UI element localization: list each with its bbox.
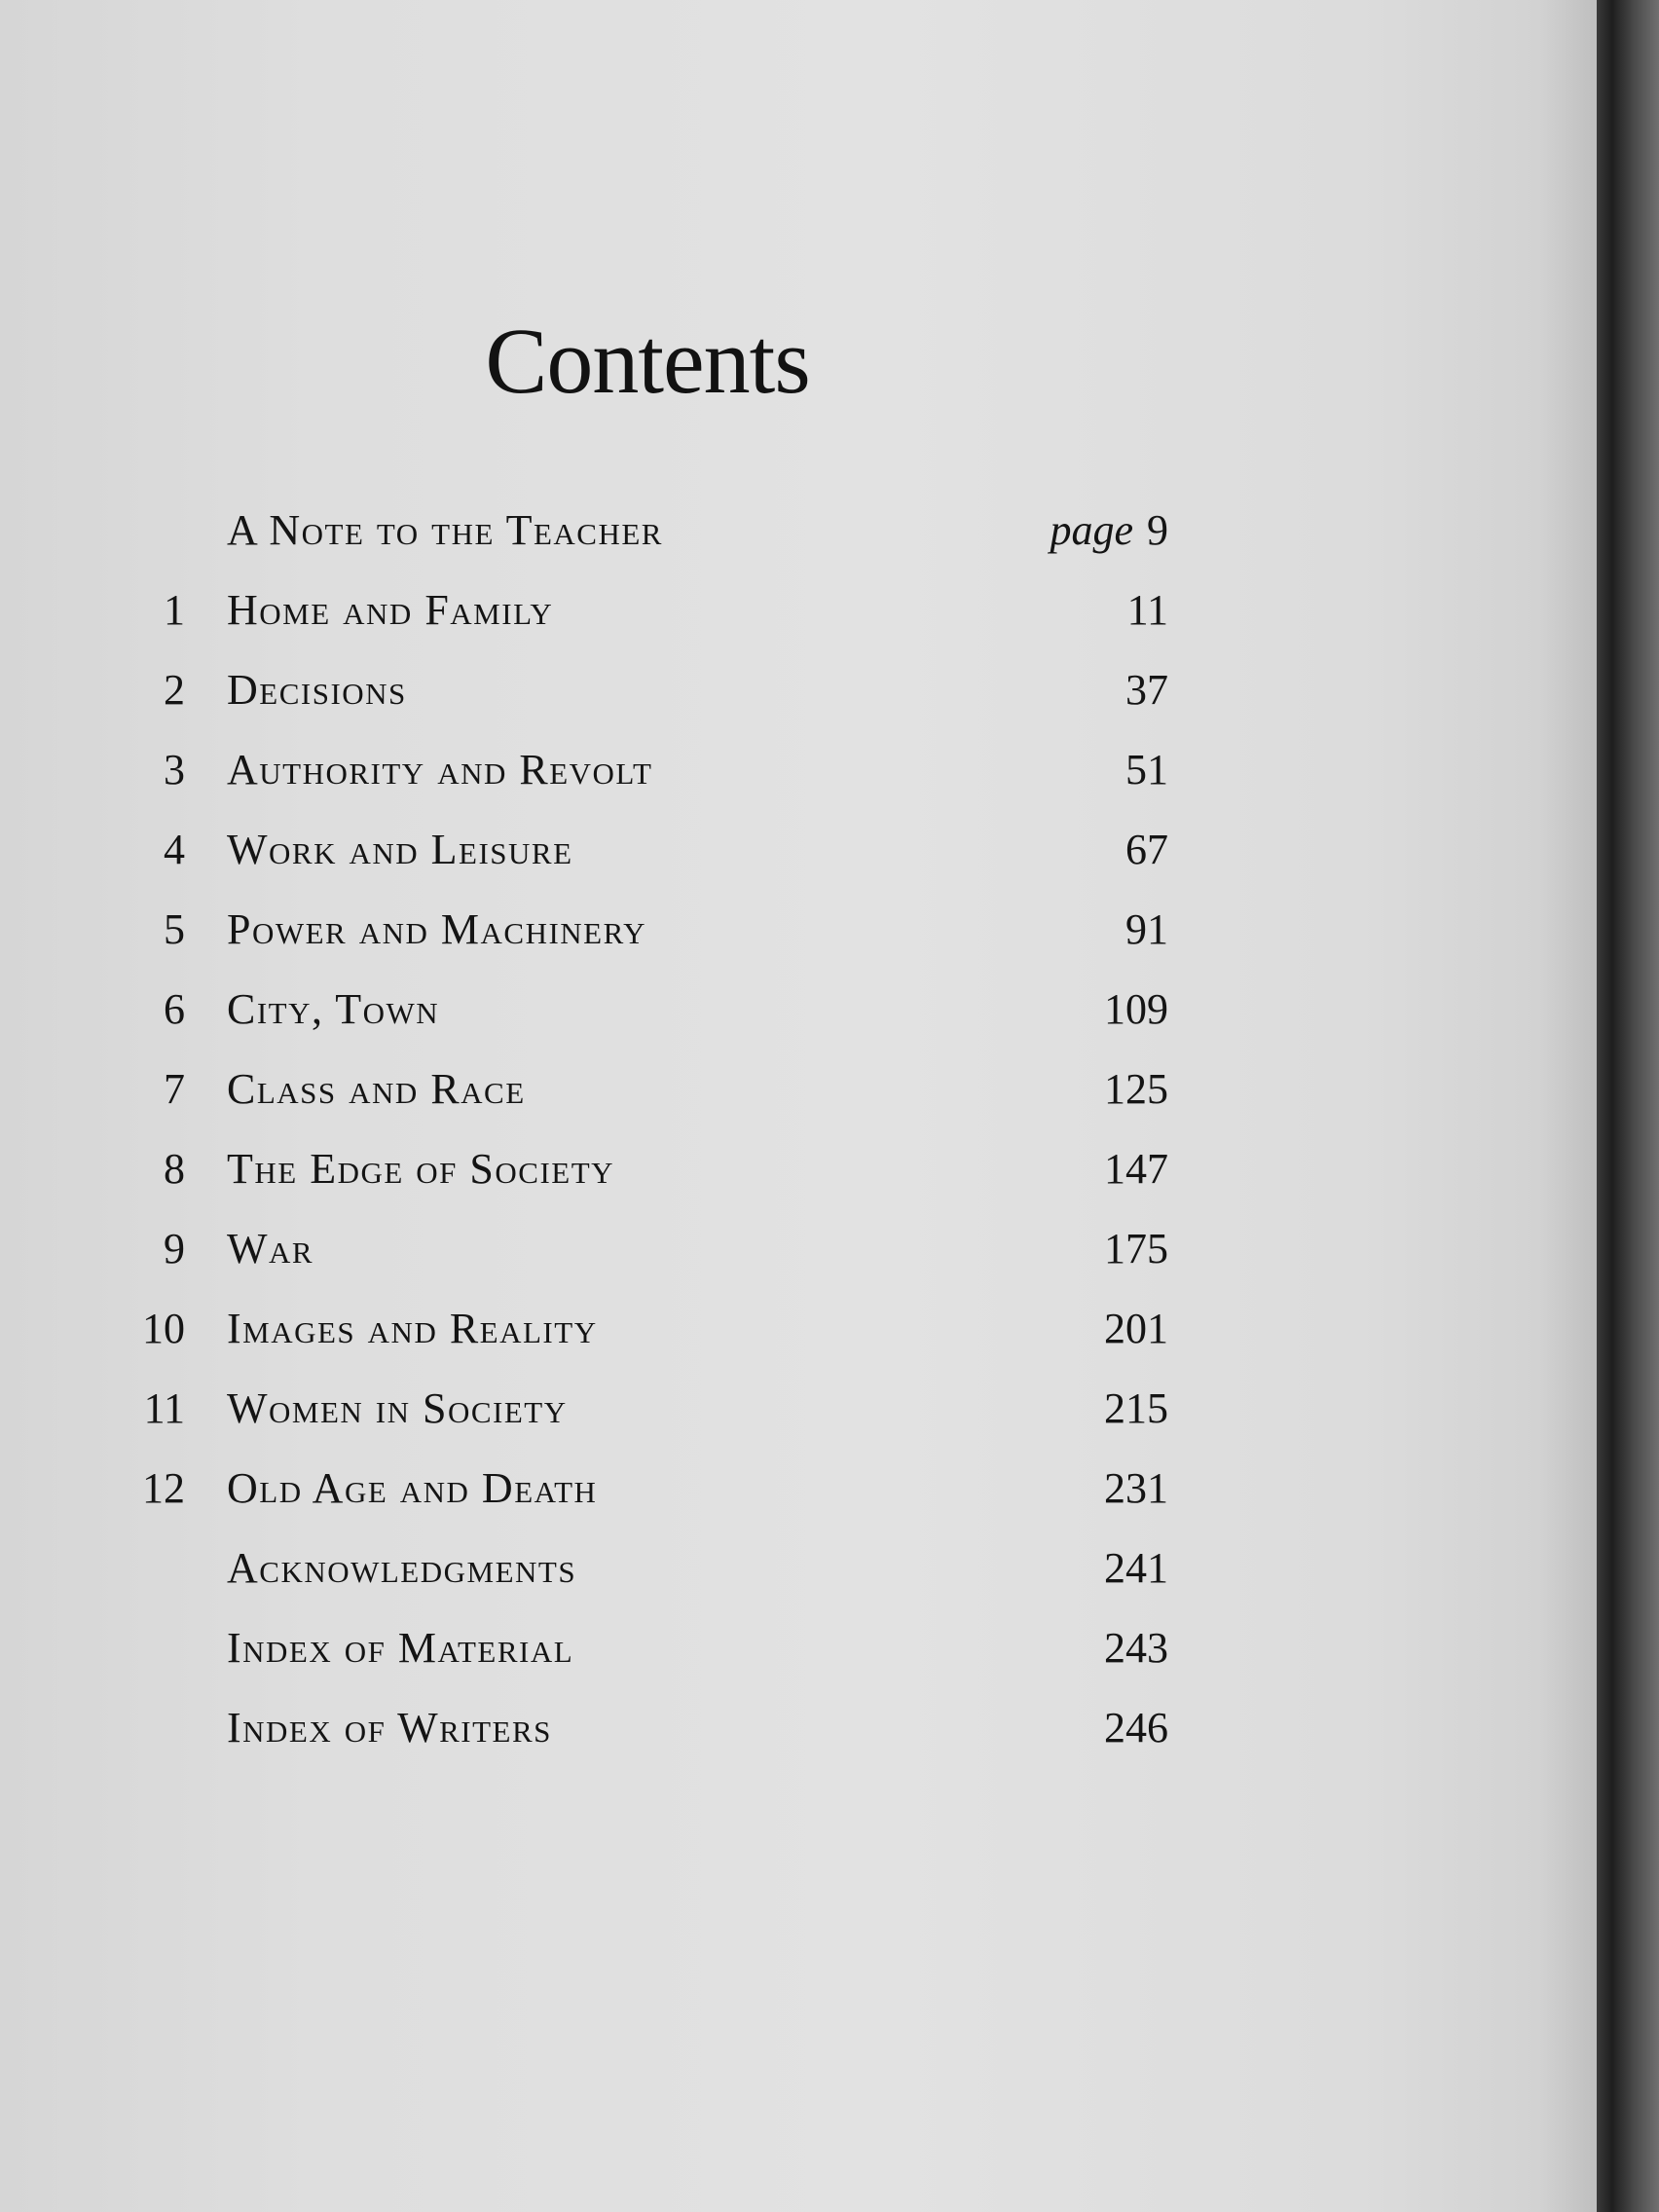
page-number: [1125, 901, 1168, 959]
page-value: 67: [1125, 826, 1168, 873]
chapter-title: Class and Race: [227, 1065, 526, 1113]
page-number: [1127, 581, 1168, 640]
toc-entry: [0, 901, 1597, 978]
page-number: [1125, 821, 1168, 879]
page-title: Contents: [485, 309, 810, 413]
table-of-contents: [0, 501, 1597, 1864]
chapter-title: Acknowledgments: [227, 1544, 577, 1592]
page-number: [1104, 1459, 1168, 1518]
page-number: [1104, 1380, 1168, 1438]
chapter-title: Authority and Revolt: [227, 746, 653, 793]
chapter-number: 7: [164, 1065, 185, 1113]
toc-entry: [0, 1060, 1597, 1138]
page-number: [1104, 1060, 1168, 1119]
chapter-title: The Edge of Society: [227, 1145, 615, 1193]
toc-entry: [0, 581, 1597, 659]
chapter-number: 1: [164, 586, 185, 634]
page-number: [1104, 1140, 1168, 1198]
toc-entry: [0, 1140, 1597, 1218]
chapter-number: 6: [164, 985, 185, 1033]
page-value: 241: [1104, 1544, 1168, 1592]
chapter-number: 11: [143, 1384, 185, 1432]
chapter-title: War: [227, 1225, 314, 1272]
chapter-title: Home and Family: [227, 586, 554, 634]
page-value: 243: [1104, 1624, 1168, 1672]
page-value: 175: [1104, 1225, 1168, 1272]
book-edge: [1597, 0, 1659, 2212]
toc-entry: [0, 1380, 1597, 1457]
toc-entry: [0, 1220, 1597, 1298]
page-number: [1125, 661, 1168, 719]
page-value: 109: [1104, 985, 1168, 1033]
chapter-number: 9: [164, 1225, 185, 1272]
page-value: 147: [1104, 1145, 1168, 1193]
page-number: [1050, 501, 1168, 560]
chapter-number: 8: [164, 1145, 185, 1193]
page-value: 51: [1125, 746, 1168, 793]
toc-entry: [0, 1539, 1597, 1617]
page-number: [1104, 1619, 1168, 1677]
page-number: [1104, 980, 1168, 1039]
toc-entry: [0, 821, 1597, 899]
chapter-number: 2: [164, 666, 185, 714]
toc-entry: [0, 980, 1597, 1058]
page-number: [1104, 1220, 1168, 1278]
toc-entry: [0, 1300, 1597, 1378]
page-number: [1104, 1699, 1168, 1757]
toc-entry: [0, 1619, 1597, 1697]
page-number: [1104, 1539, 1168, 1598]
chapter-title: Work and Leisure: [227, 826, 573, 873]
chapter-title: A Note to the Teacher: [227, 506, 663, 554]
chapter-title: City, Town: [227, 985, 440, 1033]
chapter-title: Old Age and Death: [227, 1464, 598, 1512]
page-value: 9: [1147, 506, 1168, 554]
chapter-number: 4: [164, 826, 185, 873]
toc-entry: [0, 741, 1597, 819]
chapter-number: 10: [142, 1305, 185, 1352]
page-value: 201: [1104, 1305, 1168, 1352]
page-number: [1104, 1300, 1168, 1358]
toc-entry: [0, 501, 1597, 579]
toc-entry: [0, 1459, 1597, 1537]
chapter-title: Images and Reality: [227, 1305, 598, 1352]
chapter-title: Power and Machinery: [227, 905, 646, 953]
chapter-number: 5: [164, 905, 185, 953]
chapter-title: Index of Material: [227, 1624, 574, 1672]
chapter-number: 3: [164, 746, 185, 793]
page-prefix: page: [1050, 506, 1133, 554]
chapter-title: Index of Writers: [227, 1704, 552, 1751]
chapter-number: 12: [142, 1464, 185, 1512]
page-value: 37: [1125, 666, 1168, 714]
chapter-title: Decisions: [227, 666, 407, 714]
chapter-title: Women in Society: [227, 1384, 568, 1432]
page-value: 246: [1104, 1704, 1168, 1751]
page-value: 231: [1104, 1464, 1168, 1512]
page-number: [1125, 741, 1168, 799]
page-value: 91: [1125, 905, 1168, 953]
toc-entry: [0, 661, 1597, 739]
page-value: 215: [1104, 1384, 1168, 1432]
page-value: 11: [1126, 586, 1168, 634]
toc-entry: [0, 1699, 1597, 1777]
page-value: 125: [1104, 1065, 1168, 1113]
